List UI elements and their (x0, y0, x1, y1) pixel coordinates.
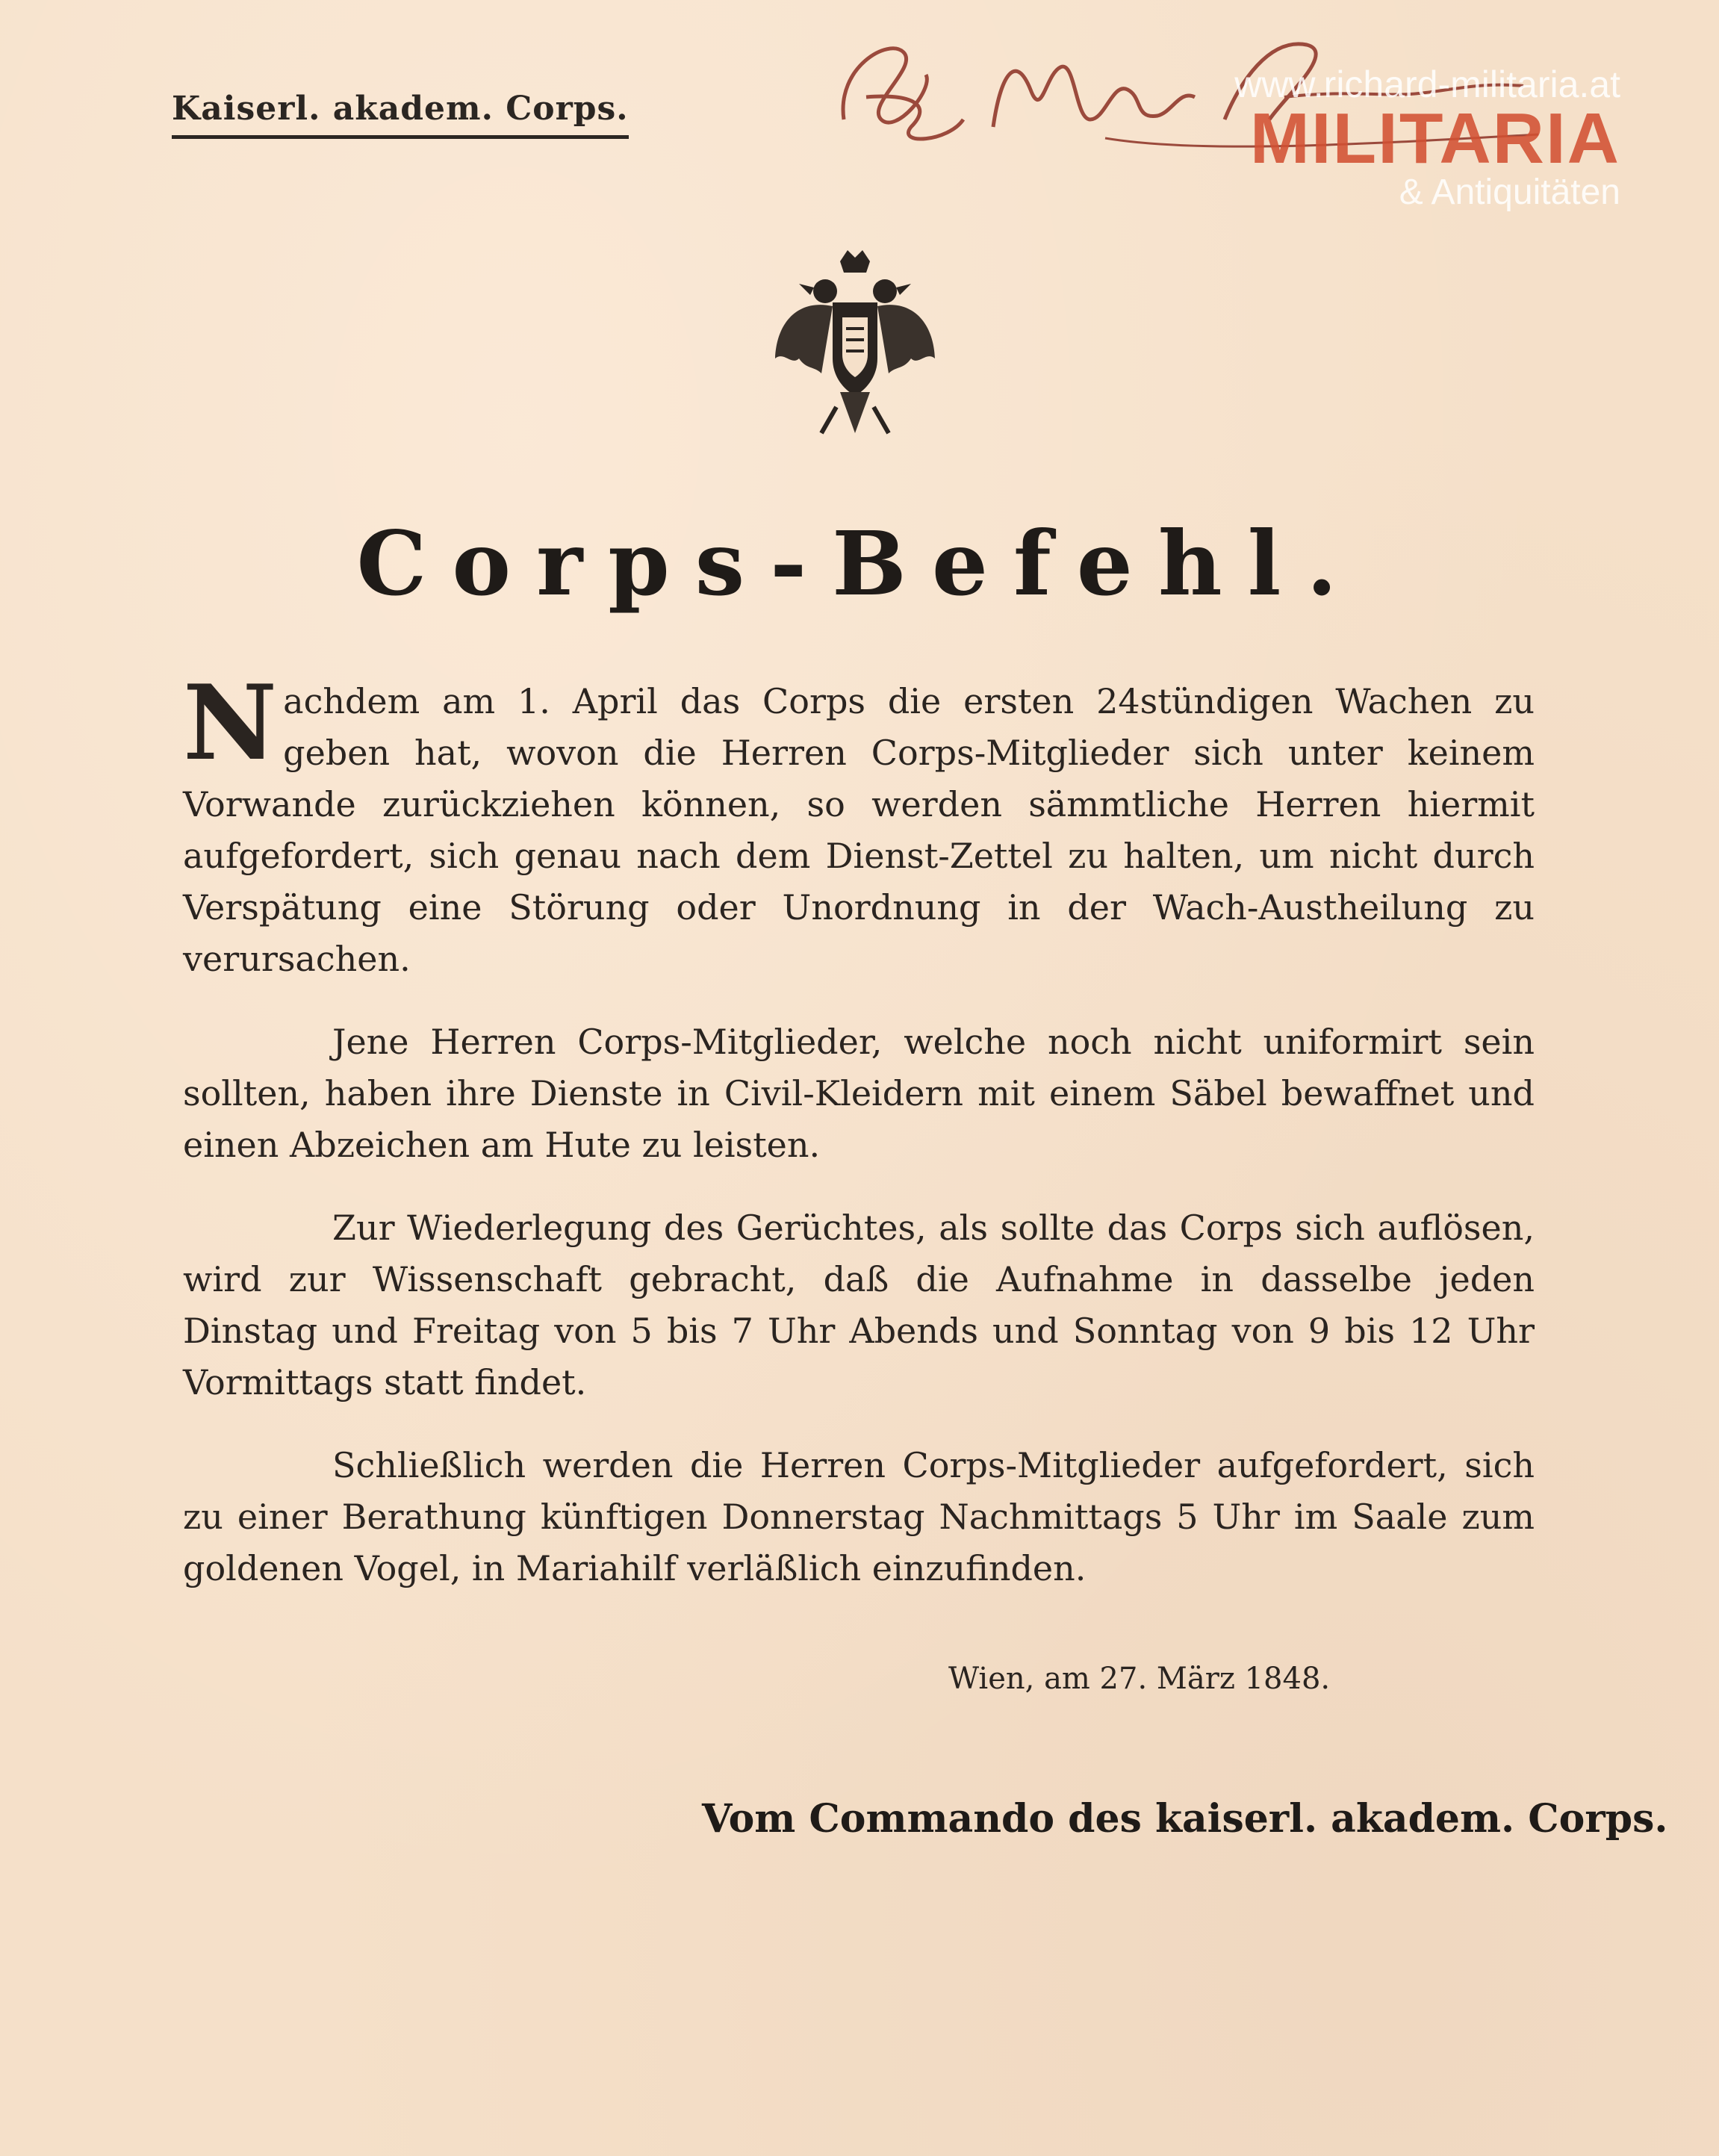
watermark (1098, 63, 1620, 212)
paragraph-2: Jene Herren Corps-Mitglieder, welche noch nicht uniformirt sein sollten, haben ihre Dienste in Civil-Kleidern mit einem Säbel bewaffnet und einen Abzeichen am Hute zu leisten. (183, 1022, 1535, 1165)
header-label: Kaiserl. akadem. Corps. (172, 90, 629, 139)
dropcap-letter: N (183, 662, 278, 783)
paragraph-3: Zur Wiederlegung des Gerüchtes, als sollte das Corps sich auflösen, wird zur Wissenschaft gebracht, daß die Aufnahme in dasselbe jeden Dinstag und Freitag von 5 bis 7 Uhr Abends und Sonntag von 9 bis 12 Uhr Vormittags statt findet. (183, 1208, 1535, 1402)
document-title: Corps-Befehl. (356, 512, 1363, 615)
command-signature-line: Vom Commando des kaiserl. akadem. Corps. (702, 1796, 1668, 1842)
double-headed-eagle-icon (769, 246, 941, 448)
document-body (183, 662, 1535, 1626)
watermark-url: www.richard-militaria.at (1234, 63, 1620, 105)
watermark-subtitle: & Antiquitäten (1399, 173, 1620, 212)
paragraph-1 (183, 662, 1535, 985)
date-line: Wien, am 27. März 1848. (948, 1662, 1331, 1696)
watermark-brand: MILITARIA (1249, 99, 1620, 178)
paragraph-4: Schließlich werden die Herren Corps-Mitglieder aufgefordert, sich zu einer Berathung künftigen Donnerstag Nachmittags 5 Uhr im Saale zum goldenen Vogel, in Mariahilf verläßlich einzufinden. (183, 1445, 1535, 1588)
paragraph-1-text: achdem am 1. April das Corps die ersten 24stündigen Wachen zu geben hat, wovon die Herren Corps-Mitglieder sich unter keinem Vorwande zurückziehen können, so werden sämmtliche Herren hiermit aufgefordert, sich genau nach dem Dienst-Zettel zu halten, um nicht durch Verspätung eine Störung oder Unordnung in der Wach-Austheilung zu verursachen. (183, 681, 1535, 979)
